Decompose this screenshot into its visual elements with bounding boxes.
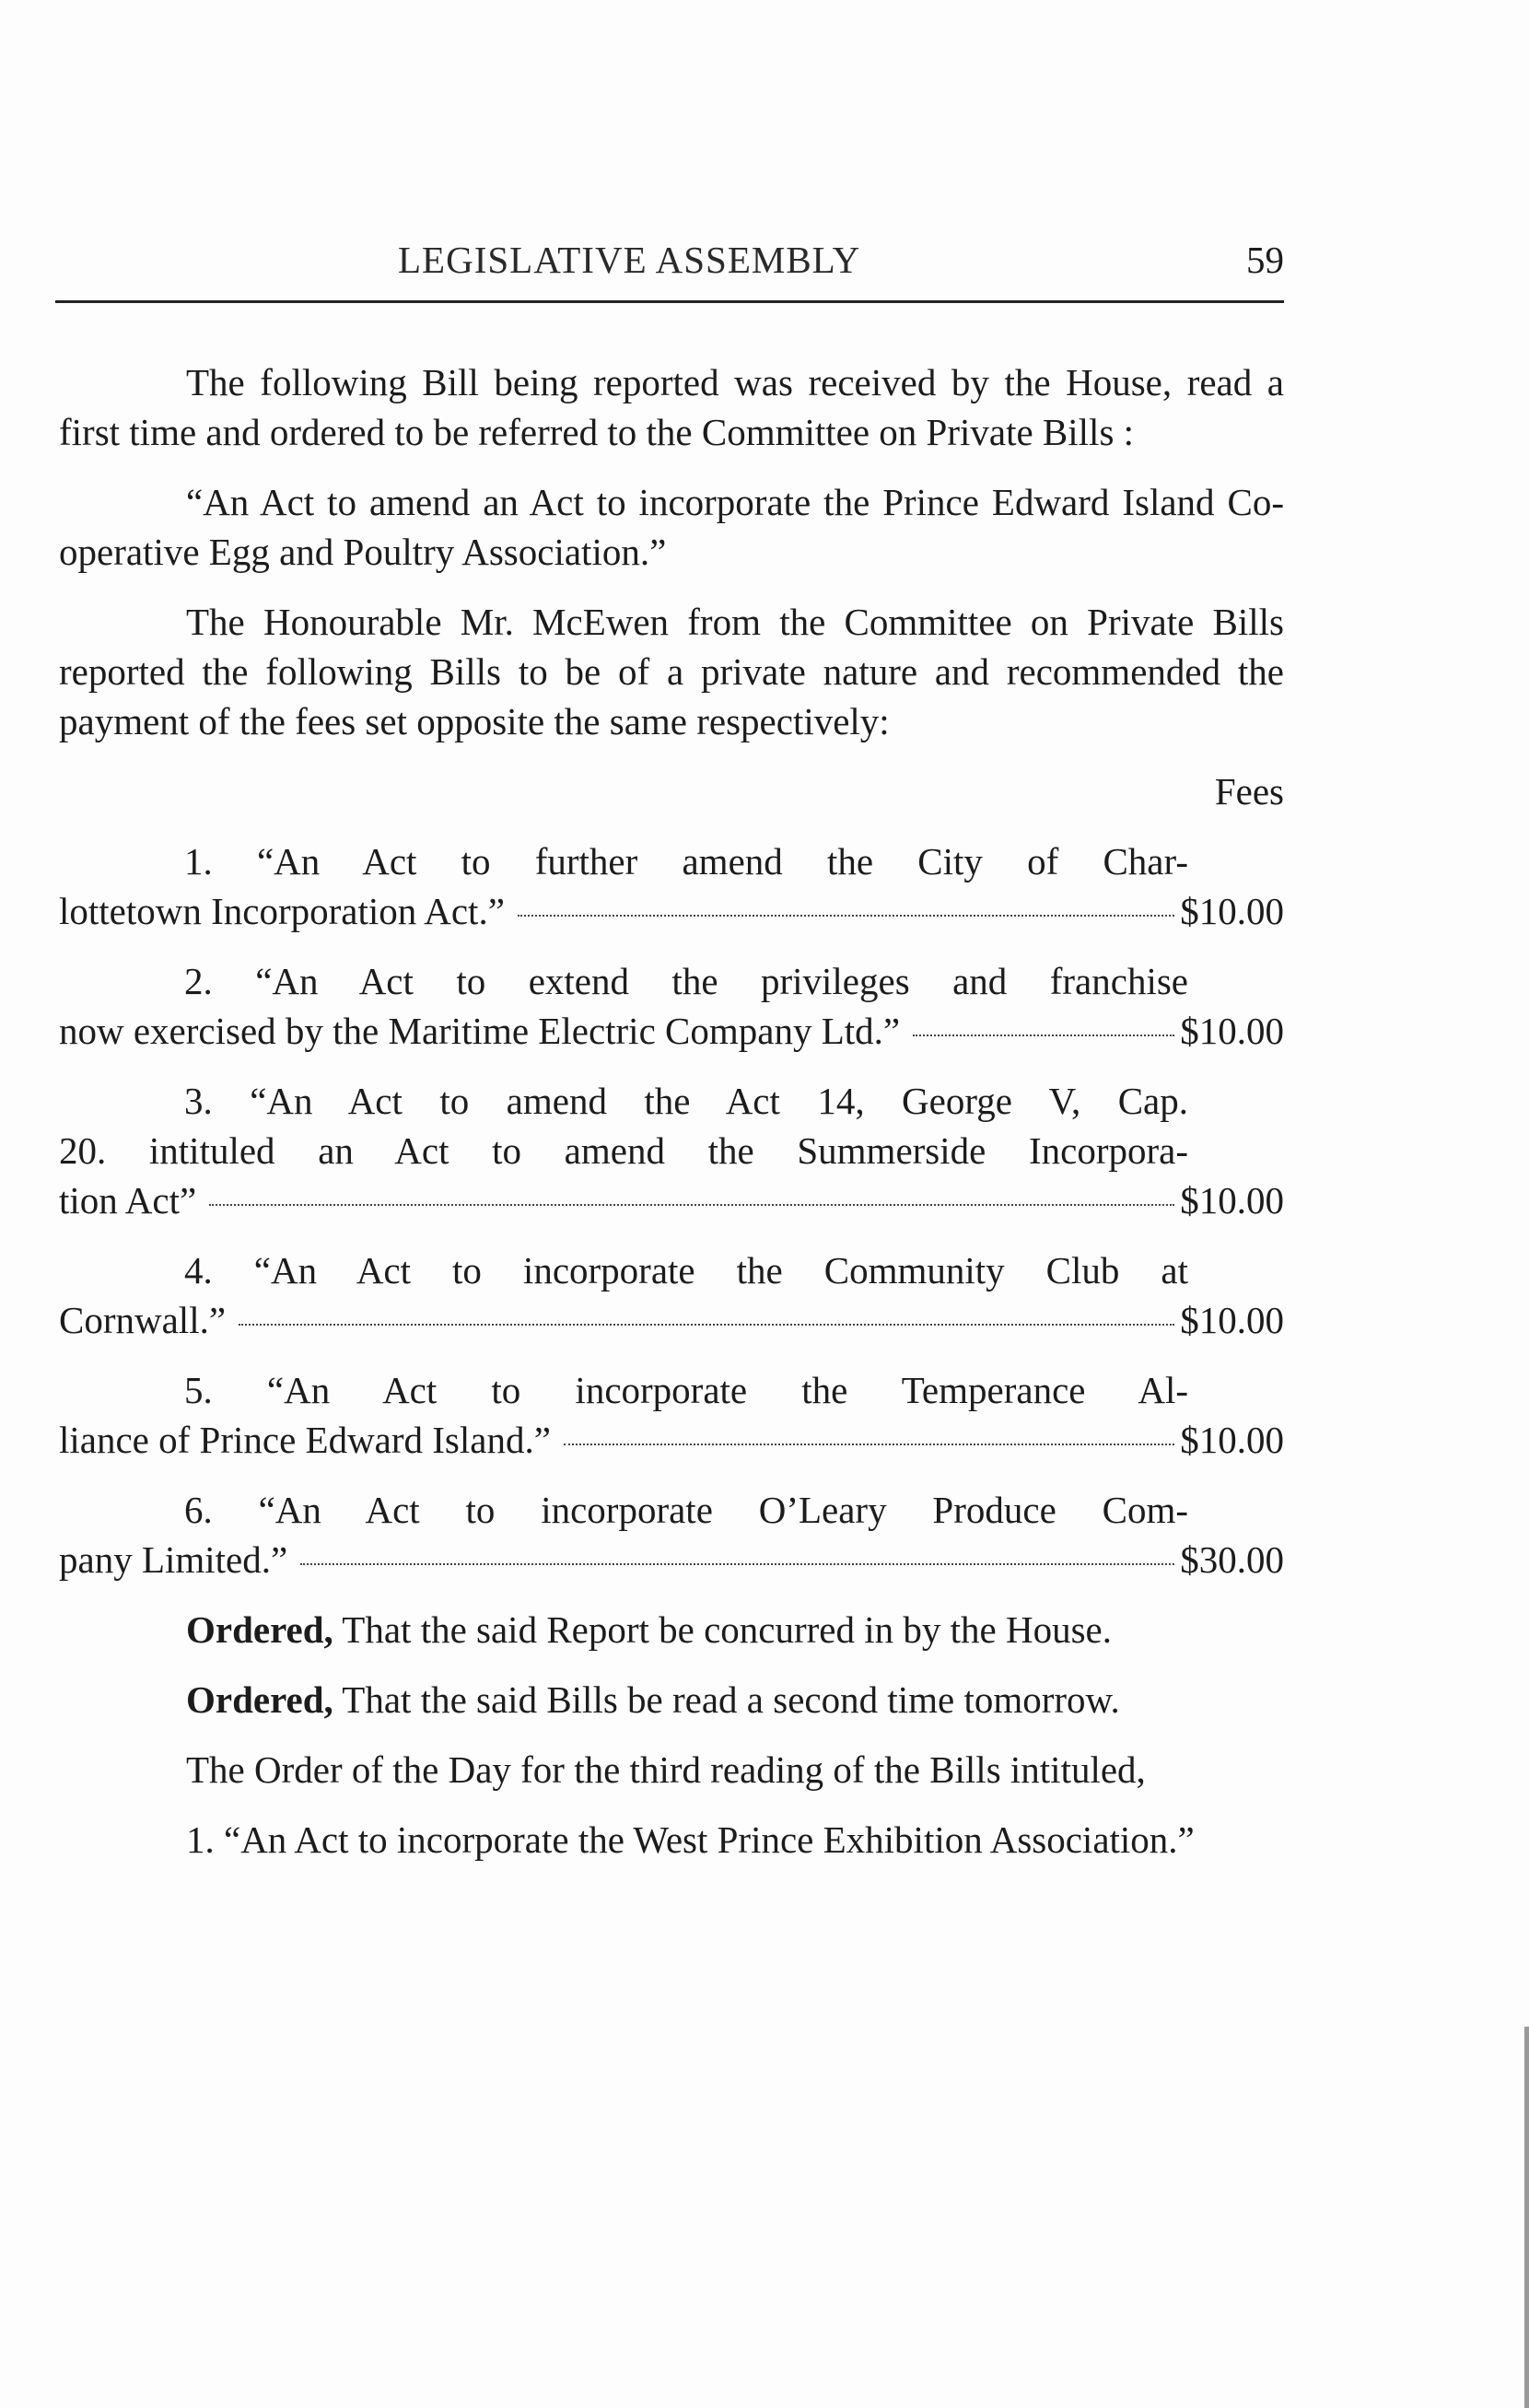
bill-fee: $10.00 [1180,1299,1284,1341]
ordered-text: That the said Bills be read a second time tomorrow. [333,1678,1120,1721]
page-edge-shadow [1524,2027,1529,2408]
bill-last-text: liance of Prince Edward Island.” [59,1419,551,1461]
fee-bill-item [59,836,1284,936]
bill-first-line: 2. “An Act to extend the privileges and franchise [184,960,1188,1002]
running-head: LEGISLATIVE ASSEMBLY [398,239,861,281]
bill-last-line [59,886,1284,936]
bill-fee: $30.00 [1180,1538,1284,1581]
fee-bill-item [59,1076,1284,1225]
bill-first-line: 1. “An Act to further amend the City of Char- [184,840,1188,883]
header-rule [55,300,1284,303]
fee-bill-item [59,1365,1284,1465]
paragraph-ordered-second-reading [59,1675,1284,1724]
dot-leader [300,1563,1174,1565]
body-text [59,357,1284,1885]
page-number: 59 [1246,239,1284,281]
bill-last-line [59,1295,1284,1345]
fee-bill-item [59,1485,1284,1584]
fee-bill-item [59,1245,1284,1345]
dot-leader [913,1035,1174,1036]
bill-last-text: lottetown Incorporation Act.” [59,890,505,932]
bill-last-text: now exercised by the Maritime Electric Company Ltd.” [59,1010,901,1052]
paragraph-ordered-report [59,1605,1284,1654]
dot-leader [209,1204,1174,1206]
bill-first-line: 4. “An Act to incorporate the Community Club at [184,1249,1188,1292]
ordered-text: That the said Report be concurred in by the House. [333,1608,1113,1651]
bill-fee: $10.00 [1180,1179,1284,1222]
bill-last-text: tion Act” [59,1179,197,1222]
bill-last-text: Cornwall.” [59,1299,227,1341]
bill-fee: $10.00 [1180,1010,1284,1052]
bill-fee: $10.00 [1180,1419,1284,1461]
dot-leader [239,1324,1174,1326]
bill-last-text: pany Limited.” [59,1538,288,1581]
dot-leader [564,1444,1174,1445]
fees-column-heading: Fees [1214,770,1284,812]
ordered-label: Ordered, [186,1608,333,1651]
paragraph-order-of-day: The Order of the Day for the third reading of the Bills intituled, [186,1748,1146,1791]
bill-last-line [59,1535,1284,1584]
bill-first-line: 5. “An Act to incorporate the Temperance Al- [184,1369,1188,1411]
third-reading-item: 1. “An Act to incorporate the West Prince Exhibition Association.” [186,1818,1195,1861]
dot-leader [518,915,1174,917]
page-header [57,238,1284,291]
fee-bill-item [59,956,1284,1056]
bill-last-line [59,1175,1284,1225]
bill-first-line: 3. “An Act to amend the Act 14, George V, Cap. [184,1080,1188,1122]
ordered-label: Ordered, [186,1678,333,1721]
bill-fee: $10.00 [1180,890,1284,932]
paragraph-bill-received: The following Bill being reported was received by the House, read a first time and ordered to be referred to the Committee on Private Bills : [59,361,1284,453]
paragraph-act-title: “An Act to amend an Act to incorporate the Prince Edward Island Co-operative Egg and Poultry Association.” [59,481,1284,573]
bill-first-line: 6. “An Act to incorporate O’Leary Produce Com- [184,1489,1188,1531]
paragraph-committee-report: The Honourable Mr. McEwen from the Committee on Private Bills reported the following Bills to be of a private nature and recommended the payment of the fees set opposite the same respectively: [59,601,1284,742]
bill-last-line [59,1006,1284,1056]
bill-middle-line: 20. intituled an Act to amend the Summerside Incorpora- [59,1129,1188,1172]
bill-last-line [59,1415,1284,1465]
